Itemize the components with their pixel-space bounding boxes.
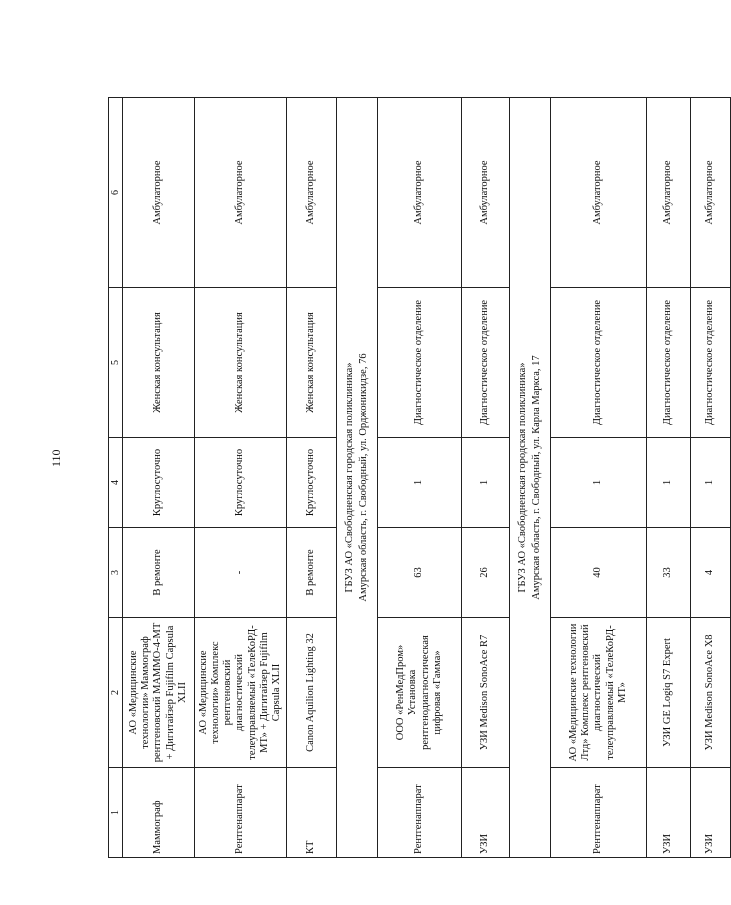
equipment-table: [108, 97, 731, 858]
table-cell-5: Женская консультация: [195, 288, 287, 438]
page-number: 110: [49, 449, 63, 467]
table-cell-1: УЗИ: [462, 768, 510, 858]
table-cell-2: УЗИ GE Logiq S7 Expert: [647, 618, 691, 768]
table-cell-4: 1: [378, 438, 462, 528]
table-cell-3: -: [195, 528, 287, 618]
table-cell-2: Canon Aquilion Lighting 32: [287, 618, 337, 768]
header-cell: 4: [109, 438, 123, 528]
table-cell-3: В ремонте: [287, 528, 337, 618]
table-cell-1: Маммограф: [123, 768, 195, 858]
table-cell-6: Амбулаторное: [462, 98, 510, 288]
table-cell-2: АО «Медицинские технологии Лтд» Комплекс рентгеновский диагностический телеуправляемый «ТелеКоРД-МТ»: [551, 618, 647, 768]
table-cell-1: УЗИ: [691, 768, 731, 858]
header-cell: 6: [109, 98, 123, 288]
table-cell-5: Диагностическое отделение: [551, 288, 647, 438]
table-cell-3: 33: [647, 528, 691, 618]
table-cell-4: Круглосуточно: [123, 438, 195, 528]
table-cell-6: Амбулаторное: [647, 98, 691, 288]
header-cell: 2: [109, 618, 123, 768]
rotated-table-wrapper: [108, 98, 716, 858]
table-cell-6: Амбулаторное: [123, 98, 195, 288]
table-cell-6: Амбулаторное: [691, 98, 731, 288]
table-cell-3: 26: [462, 528, 510, 618]
table-cell-4: 1: [691, 438, 731, 528]
table-cell-2: УЗИ Medison SonoAce R7: [462, 618, 510, 768]
table-cell-4: Круглосуточно: [195, 438, 287, 528]
table-cell-2: АО «Медицинские технологии» Комплекс рентгеновский диагностический телеуправляемый «ТелеКоРД-МТ» + Дигитайзер Fujifilm Capsula XLII: [195, 618, 287, 768]
table-row: [647, 98, 691, 858]
table-cell-6: Амбулаторное: [551, 98, 647, 288]
table-cell-4: 1: [551, 438, 647, 528]
table-cell-5: Диагностическое отделение: [378, 288, 462, 438]
table-cell-5: Женская консультация: [287, 288, 337, 438]
section-cell: [510, 98, 551, 858]
section-row: [337, 98, 378, 858]
section-org-name: ГБУЗ АО «Свободненская городская поликлиника»: [517, 362, 529, 593]
table-row: [195, 98, 287, 858]
section-row: [510, 98, 551, 858]
header-cell: 3: [109, 528, 123, 618]
table-cell-1: Рентгенаппарат: [378, 768, 462, 858]
table-row: [123, 98, 195, 858]
table-row: [378, 98, 462, 858]
section-org-name: ГБУЗ АО «Свободненская городская поликлиника»: [344, 362, 356, 593]
table-cell-2: ООО «РенМедПром» Установка рентгенодиагностическая цифровая «Гамма»: [378, 618, 462, 768]
table-cell-3: 63: [378, 528, 462, 618]
table-cell-1: Рентгенаппарат: [551, 768, 647, 858]
table-cell-3: 40: [551, 528, 647, 618]
table-cell-5: Диагностическое отделение: [647, 288, 691, 438]
table-cell-3: 4: [691, 528, 731, 618]
header-row: [109, 98, 123, 858]
table-cell-5: Диагностическое отделение: [462, 288, 510, 438]
header-cell: 1: [109, 768, 123, 858]
table-cell-5: Женская консультация: [123, 288, 195, 438]
table-cell-4: 1: [462, 438, 510, 528]
table-cell-1: Рентгенаппарат: [195, 768, 287, 858]
table-cell-4: 1: [647, 438, 691, 528]
table-body: [109, 98, 731, 858]
table-cell-4: Круглосуточно: [287, 438, 337, 528]
table-cell-1: УЗИ: [647, 768, 691, 858]
table-cell-1: КТ: [287, 768, 337, 858]
section-address: Амурская область, г. Свободный, ул. Карла Маркса, 17: [531, 355, 542, 600]
section-cell: [337, 98, 378, 858]
table-cell-3: В ремонте: [123, 528, 195, 618]
section-address: Амурская область, г. Свободный, ул. Орджоникидзе, 76: [358, 353, 369, 602]
header-cell: 5: [109, 288, 123, 438]
table-row: [462, 98, 510, 858]
table-cell-6: Амбулаторное: [378, 98, 462, 288]
table-cell-6: Амбулаторное: [287, 98, 337, 288]
table-row: [551, 98, 647, 858]
table-row: [287, 98, 337, 858]
table-cell-2: УЗИ Medison SonoAce X8: [691, 618, 731, 768]
table-cell-6: Амбулаторное: [195, 98, 287, 288]
table-cell-5: Диагностическое отделение: [691, 288, 731, 438]
table-row: [691, 98, 731, 858]
table-cell-2: АО «Медицинские технологии» Маммограф рентгеновский МАММО-4-МТ + Дигитайзер Fujifilm Capsula XLII: [123, 618, 195, 768]
